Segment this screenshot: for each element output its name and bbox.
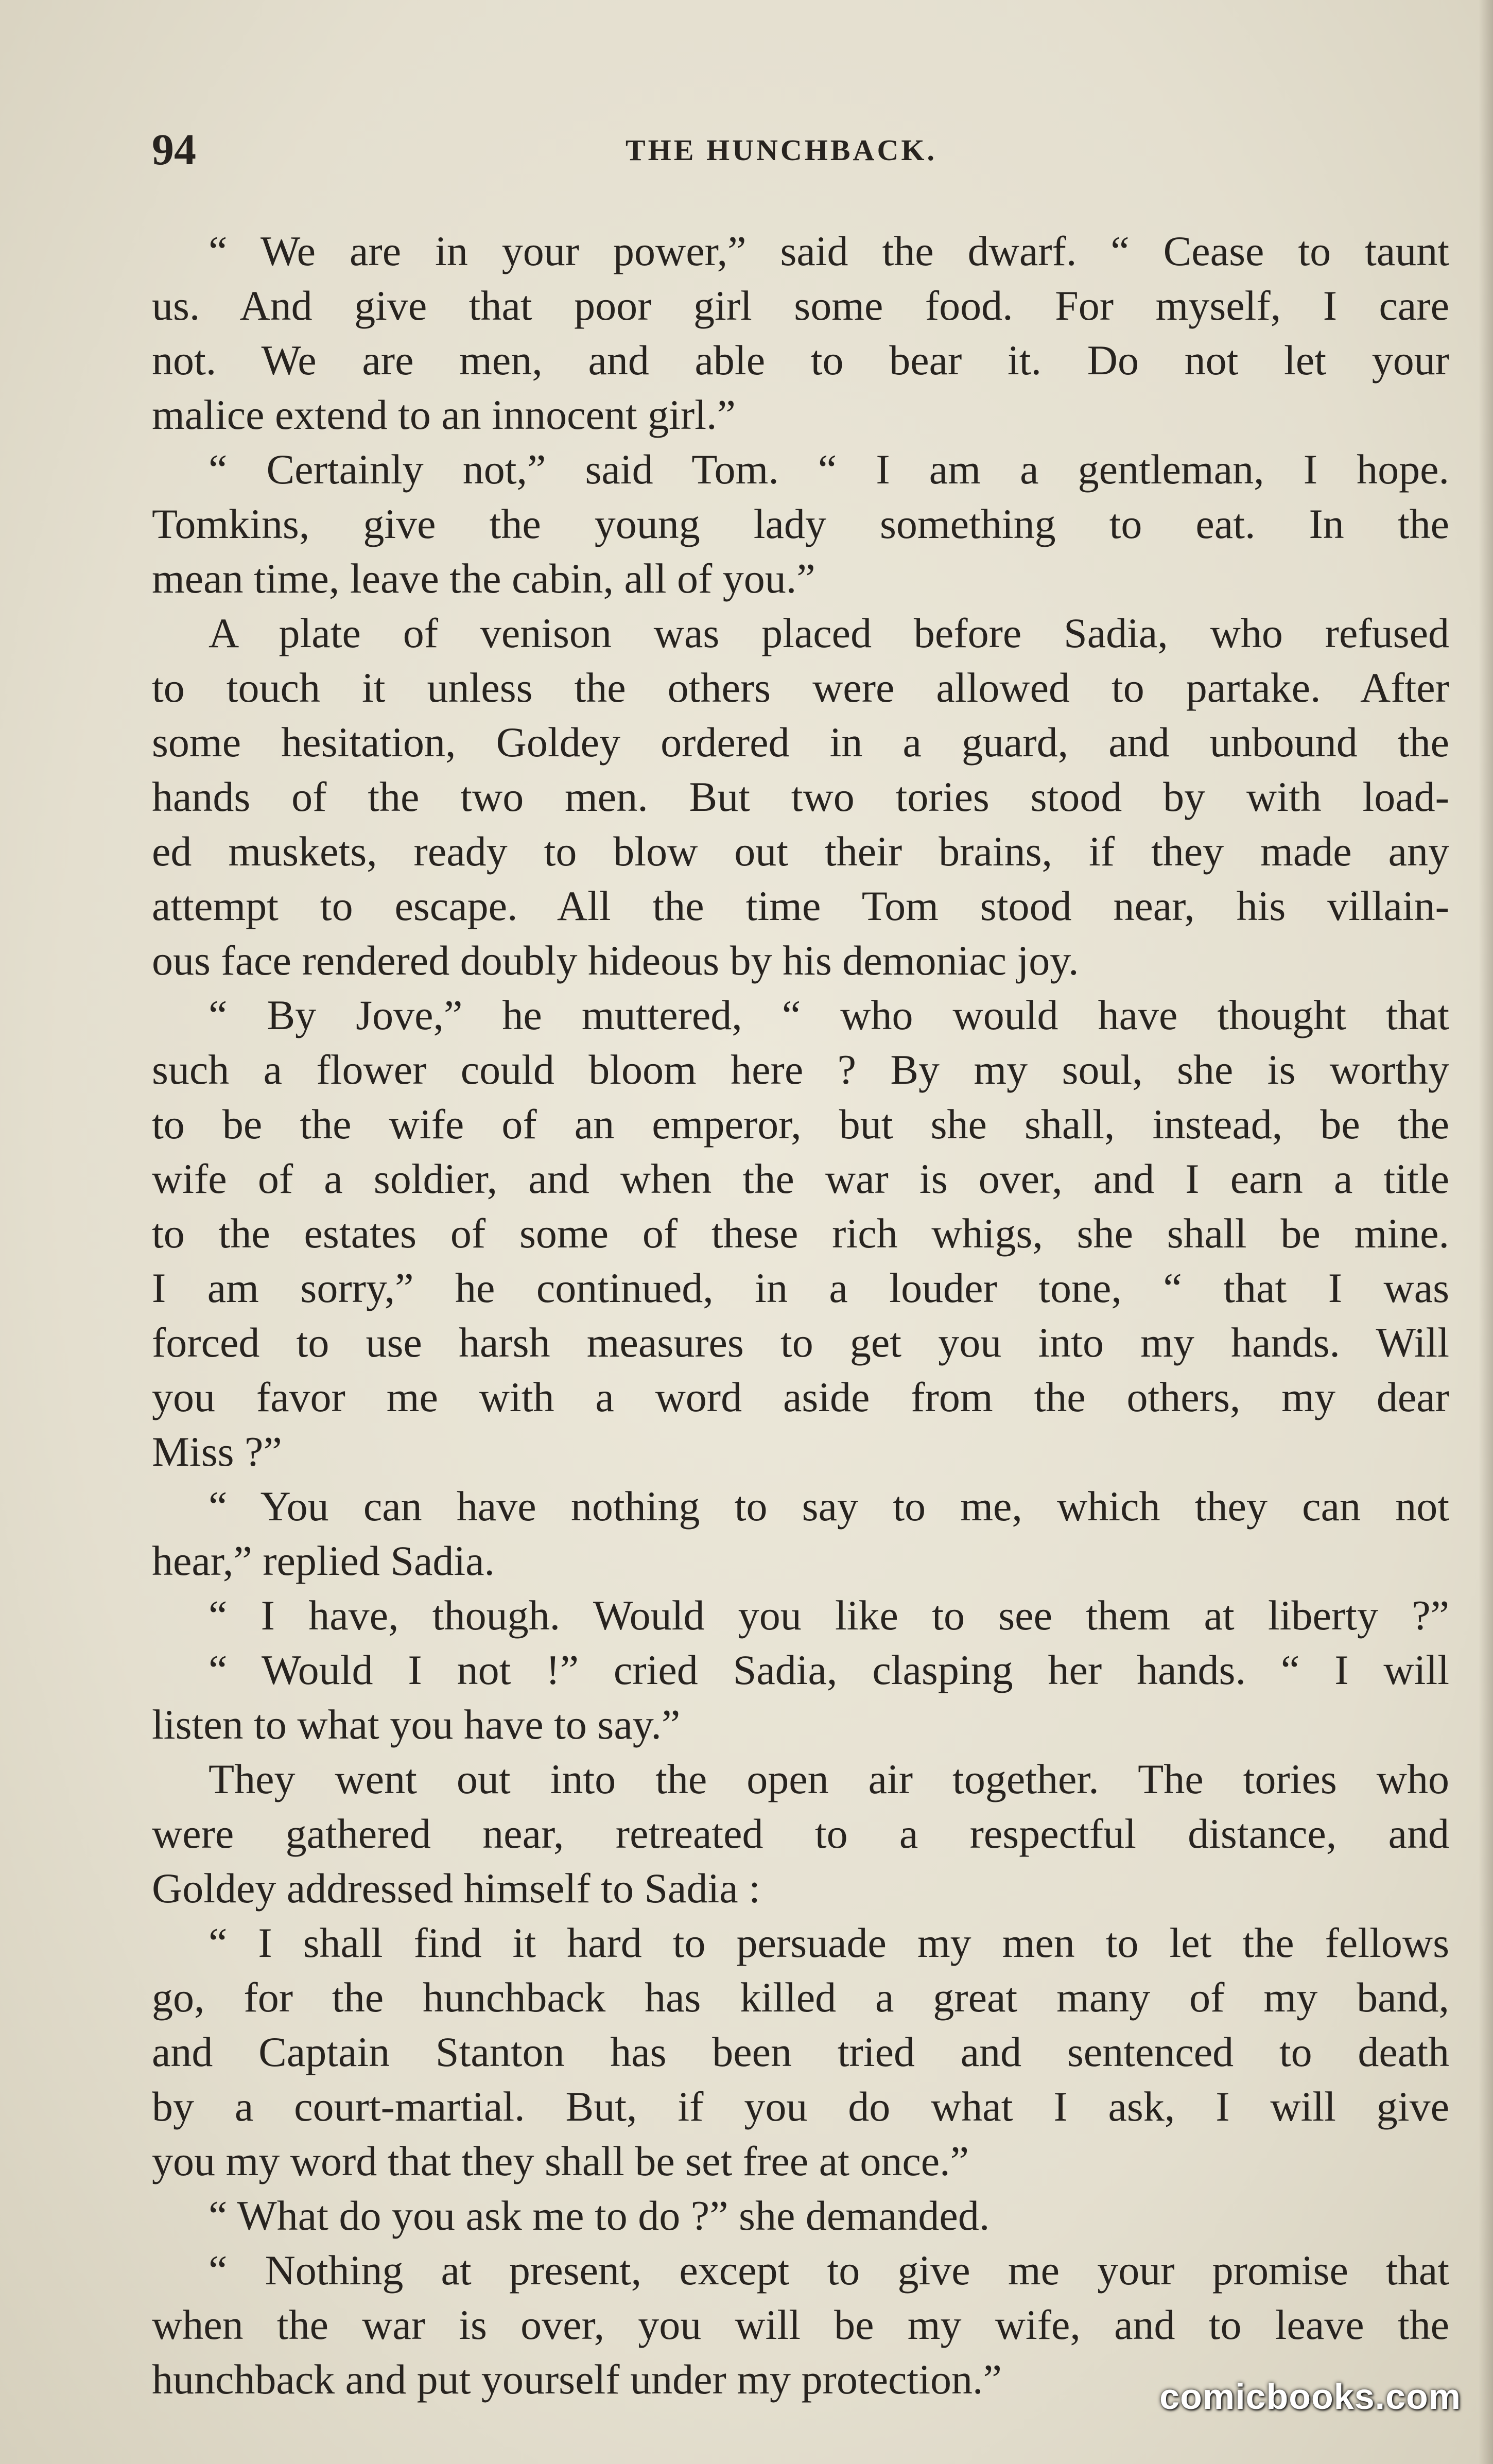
text-line: by a court-martial. But, if you do what I ask, I will give: [152, 2083, 1449, 2130]
text-line: A plate of venison was placed before Sadia, who refused: [209, 610, 1449, 656]
text-line: you favor me with a word aside from the others, my dear: [152, 1374, 1449, 1420]
text-line: ed muskets, ready to blow out their brains, if they made any: [152, 828, 1449, 875]
page-edge-shadow: [1479, 0, 1493, 2464]
text-line: were gathered near, retreated to a respectful distance, and: [152, 1810, 1449, 1857]
text-line: “ We are in your power,” said the dwarf. “ Cease to taunt: [209, 228, 1449, 274]
text-line: listen to what you have to say.”: [152, 1701, 681, 1748]
text-line: Miss ?”: [152, 1428, 282, 1475]
watermark: comicbooks.com: [1159, 2376, 1461, 2417]
text-line: to the estates of some of these rich whigs, she shall be mine.: [152, 1210, 1449, 1257]
text-line: some hesitation, Goldey ordered in a guard, and unbound the: [152, 719, 1449, 766]
text-line: not. We are men, and able to bear it. Do not let your: [152, 337, 1449, 384]
running-title: THE HUNCHBACK.: [626, 133, 937, 167]
text-line: you my word that they shall be set free at once.”: [152, 2138, 969, 2184]
text-line: and Captain Stanton has been tried and sentenced to death: [152, 2028, 1449, 2075]
page-number: 94: [152, 125, 196, 174]
text-line: when the war is over, you will be my wife, and to leave the: [152, 2301, 1449, 2348]
text-line: mean time, leave the cabin, all of you.”: [152, 555, 815, 602]
text-line: “ What do you ask me to do ?” she demanded.: [209, 2192, 990, 2239]
text-line: go, for the hunchback has killed a great many of my band,: [152, 1974, 1449, 2021]
text-line: Goldey addressed himself to Sadia :: [152, 1865, 760, 1912]
text-line: attempt to escape. All the time Tom stood near, his villain-: [152, 882, 1449, 929]
text-line: ous face rendered doubly hideous by his demoniac joy.: [152, 937, 1079, 984]
text-line: to touch it unless the others were allowed to partake. After: [152, 664, 1449, 711]
text-line: “ Nothing at present, except to give me your promise that: [209, 2247, 1449, 2294]
text-line: “ You can have nothing to say to me, which they can not: [209, 1483, 1449, 1530]
text-line: “ I have, though. Would you like to see them at liberty ?”: [209, 1592, 1449, 1639]
text-line: hear,” replied Sadia.: [152, 1537, 495, 1584]
running-head: [152, 126, 1449, 172]
text-line: malice extend to an innocent girl.”: [152, 391, 736, 438]
text-line: They went out into the open air together. The tories who: [209, 1756, 1449, 1802]
text-line: us. And give that poor girl some food. For myself, I care: [152, 282, 1449, 329]
text-line: such a flower could bloom here ? By my soul, she is worthy: [152, 1046, 1449, 1093]
text-line: “ Would I not !” cried Sadia, clasping her hands. “ I will: [209, 1646, 1449, 1693]
text-line: I am sorry,” he continued, in a louder tone, “ that I was: [152, 1264, 1449, 1311]
text-line: hunchback and put yourself under my protection.”: [152, 2356, 1002, 2403]
body-text: [152, 224, 1449, 2407]
text-line: “ Certainly not,” said Tom. “ I am a gentleman, I hope.: [209, 446, 1449, 493]
text-line: “ I shall find it hard to persuade my men to let the fellows: [209, 1919, 1449, 1966]
text-line: hands of the two men. But two tories stood by with load-: [152, 773, 1449, 820]
text-line: to be the wife of an emperor, but she shall, instead, be the: [152, 1101, 1449, 1148]
text-line: forced to use harsh measures to get you into my hands. Will: [152, 1319, 1449, 1366]
text-line: “ By Jove,” he muttered, “ who would have thought that: [209, 992, 1449, 1038]
text-line: Tomkins, give the young lady something to eat. In the: [152, 500, 1449, 547]
text-line: wife of a soldier, and when the war is over, and I earn a title: [152, 1155, 1449, 1202]
